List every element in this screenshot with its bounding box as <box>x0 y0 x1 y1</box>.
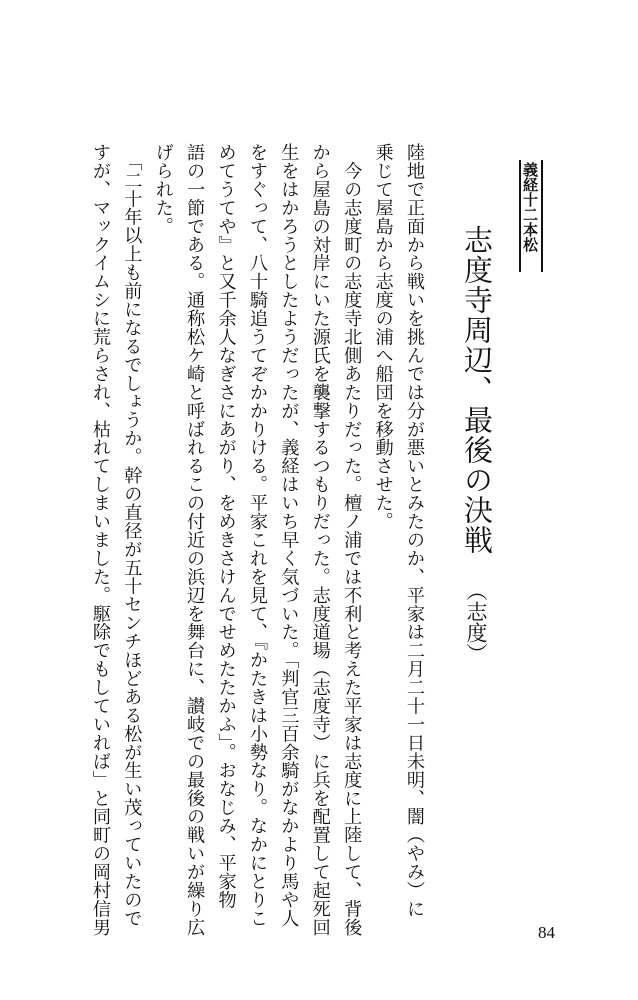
body-line: 今の志度町の志度寺北側あたりだった。檀ノ浦では不利と考えた平家は志度に上陸して、背後 <box>341 143 363 937</box>
body-line: 「二十年以上も前になるでしょうか。幹の直径が五十センチほどある松が生い茂っていたので <box>121 143 143 928</box>
body-line: めてうてや』と又千余人なぎさにあがり、をめきさけんでせめたたかふ」。おなじみ、平家物 <box>215 143 237 909</box>
body-line: 語の一節である。通称松ケ崎と呼ばれるこの付近の浜辺を舞台に、讃岐での最後の戦いが繰り広 <box>184 143 206 937</box>
body-line: 陸地で正面から戦いを挑んでは分が悪いとみたのか、平家は二月二十一日未明、闇（やみ）に <box>404 143 425 918</box>
body-line: げられた。 <box>152 143 174 236</box>
body-line: 生をはかろうとしたようだったが、義経はいち早く気づいた。「判官三百余騎がなかより馬や人 <box>278 143 300 928</box>
series-rule-right <box>541 160 543 272</box>
body-line: から屋島の対岸にいた源氏を襲撃するつもりだった。志度道場（志度寺）に兵を配置して起死回 <box>309 143 331 937</box>
location-subtitle: （志度） <box>464 580 488 664</box>
body-text <box>85 143 430 936</box>
body-line: をすぐって、八十騎追うてぞかかりける。平家これを見て、『かたきは小勢なり。なかにとりこ <box>246 143 268 928</box>
page-number: 84 <box>538 923 555 942</box>
body-line: すが、マックイムシに荒らされ、枯れてしまいました。駆除でもしていれば」と同町の岡村信男 <box>89 143 111 937</box>
body-line: 乗じて屋島から志度の浦へ船団を移動させた。 <box>372 143 394 531</box>
series-heading: 義経十二本松 <box>521 162 539 252</box>
page-title: 志度寺周辺、最後の決戦 <box>460 225 494 555</box>
